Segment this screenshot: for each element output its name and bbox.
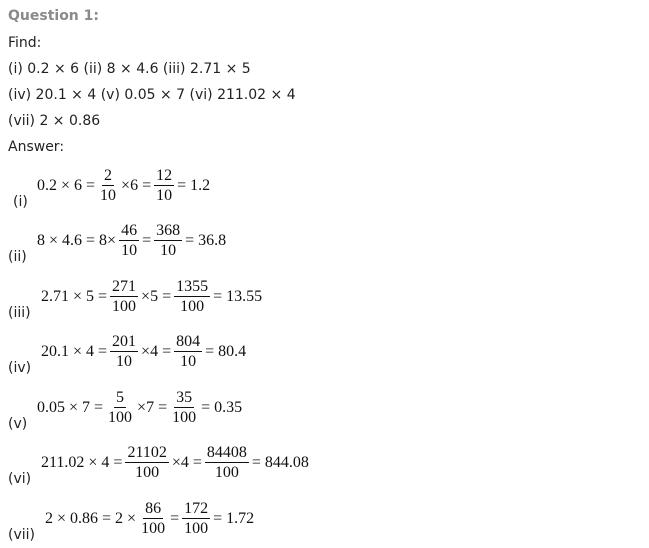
solution-label-4: (iv): [8, 360, 32, 376]
equation-result: = 80.4: [205, 343, 247, 360]
equation-result: = 36.8: [185, 232, 227, 249]
equation-lhs: 0.2 × 6 =: [37, 177, 96, 194]
numerator: 172: [184, 500, 209, 517]
question-line-1: (i) 0.2 × 6 (ii) 8 × 4.6 (iii) 2.71 × 5: [8, 61, 251, 77]
equation-lhs: 2 × 0.86 = 2 ×: [45, 510, 137, 527]
equation-result: = 844.08: [251, 454, 309, 471]
denominator: 100: [180, 298, 205, 315]
numerator: 84408: [206, 444, 247, 461]
numerator: 21102: [127, 444, 167, 461]
numerator: 35: [176, 389, 193, 406]
fraction-2: [174, 332, 202, 372]
numerator: 86: [145, 500, 162, 517]
solution-label-3: (iii): [8, 305, 31, 321]
fraction-1: [139, 499, 167, 539]
fraction-1: [106, 388, 134, 428]
solution-label-2: (ii): [8, 249, 27, 265]
equation-middle: ×5 =: [141, 288, 172, 305]
equation-middle: ×4 =: [171, 454, 202, 471]
equation-lhs: 20.1 × 4 =: [41, 343, 108, 360]
answer-label: Answer:: [8, 139, 65, 155]
equation-result: = 1.2: [177, 177, 211, 194]
denominator: 100: [184, 520, 209, 537]
equation-result: = 1.72: [213, 510, 255, 527]
denominator: 100: [141, 520, 166, 537]
equation-middle: =: [142, 232, 152, 249]
solution-equation-7: [44, 497, 255, 541]
fraction-2: [154, 221, 182, 261]
solution-equation-6: [40, 441, 310, 485]
solution-label-5: (v): [8, 416, 28, 432]
numerator: 368: [156, 222, 181, 239]
numerator: 1355: [176, 278, 209, 295]
numerator: 2: [104, 167, 113, 184]
question-line-3: (vii) 2 × 0.86: [8, 113, 101, 129]
equation-middle: ×7 =: [137, 399, 168, 416]
numerator: 5: [116, 389, 125, 406]
solution-label-1: (i): [13, 194, 28, 210]
numerator: 46: [121, 222, 138, 239]
numerator: 271: [112, 278, 137, 295]
equation-middle: ×4 =: [141, 343, 172, 360]
find-prompt: Find:: [8, 35, 42, 51]
equation-result: = 13.55: [213, 288, 263, 305]
solution-equation-4: [40, 330, 247, 374]
denominator: 10: [121, 242, 138, 259]
denominator: 100: [172, 409, 197, 426]
equation-result: = 0.35: [201, 399, 243, 416]
denominator: 100: [214, 464, 239, 481]
denominator: 100: [135, 464, 160, 481]
equation-lhs: 8 × 4.6 = 8×: [37, 232, 117, 249]
denominator: 10: [160, 242, 177, 259]
solution-equation-3: [40, 275, 263, 319]
solution-label-7: (vii): [8, 527, 35, 543]
fraction-1: [110, 277, 138, 317]
fraction-1: [110, 332, 138, 372]
denominator: 10: [116, 353, 133, 370]
equation-middle: =: [170, 510, 180, 527]
denominator: 10: [100, 187, 117, 204]
numerator: 12: [156, 167, 173, 184]
numerator: 804: [176, 333, 201, 350]
fraction-2: [170, 388, 198, 428]
equation-lhs: 2.71 × 5 =: [41, 288, 108, 305]
denominator: 10: [156, 187, 173, 204]
denominator: 10: [180, 353, 197, 370]
denominator: 100: [112, 298, 137, 315]
fraction-1: [98, 166, 118, 206]
solution-equation-5: [36, 386, 243, 430]
equation-middle: ×6 =: [121, 177, 152, 194]
solution-equation-1: [36, 164, 211, 208]
question-heading: Question 1:: [8, 8, 99, 24]
denominator: 100: [108, 409, 133, 426]
equation-lhs: 0.05 × 7 =: [37, 399, 104, 416]
fraction-2: [174, 277, 210, 317]
question-line-2: (iv) 20.1 × 4 (v) 0.05 × 7 (vi) 211.02 × 4: [8, 87, 296, 103]
equation-lhs: 211.02 × 4 =: [41, 454, 123, 471]
numerator: 201: [112, 333, 137, 350]
fraction-1: [119, 221, 139, 261]
fraction-2: [154, 166, 174, 206]
fraction-2: [182, 499, 210, 539]
solution-label-6: (vi): [8, 471, 32, 487]
fraction-1: [125, 443, 168, 483]
solution-equation-2: [36, 219, 227, 263]
fraction-2: [205, 443, 249, 483]
